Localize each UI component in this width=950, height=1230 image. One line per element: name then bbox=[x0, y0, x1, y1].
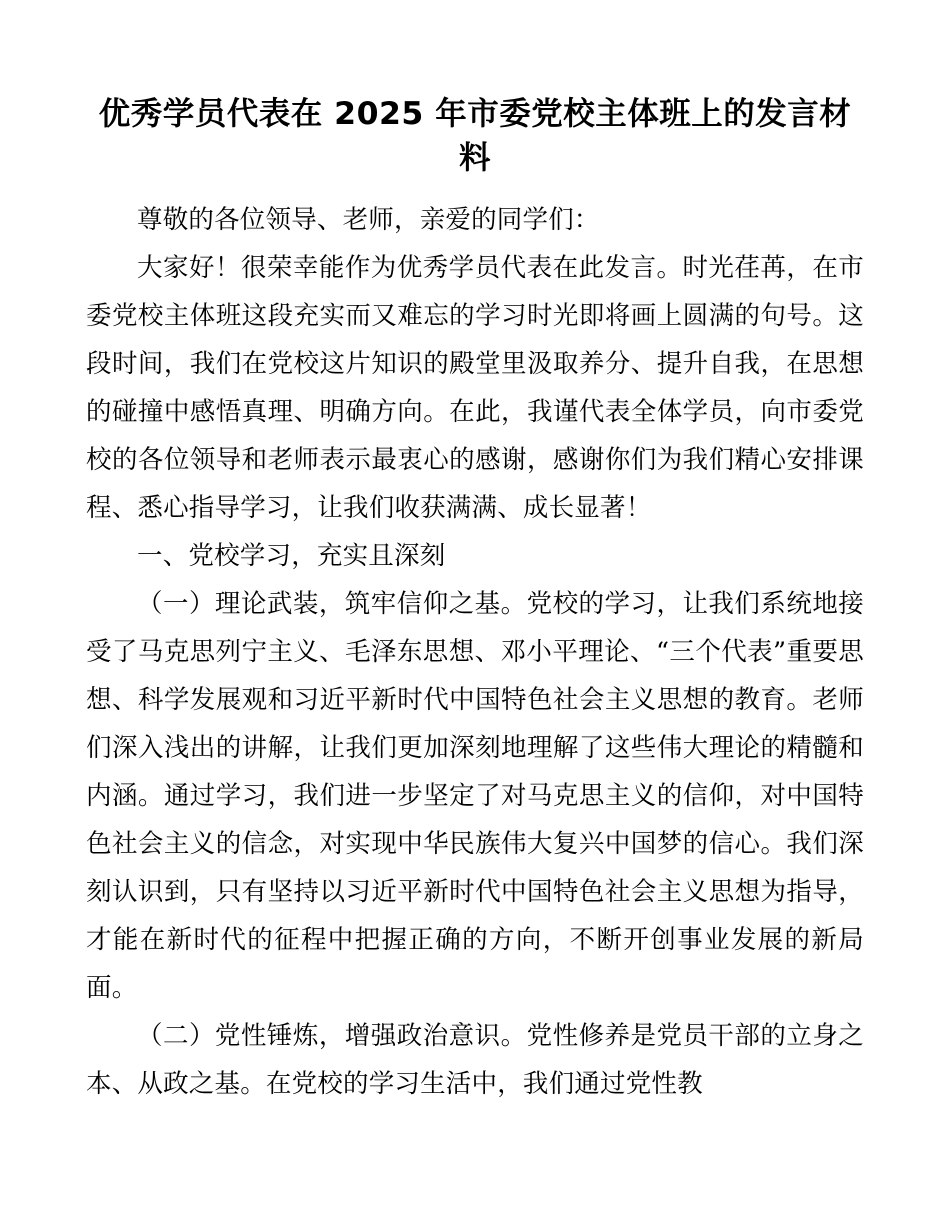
paragraph-section-one-item-one: （一）理论武装，筑牢信仰之基。党校的学习，让我们系统地接受了马克思列宁主义、毛泽东思想、邓小平理论、“三个代表”重要思想、科学发展观和习近平新时代中国特色社会主义思想的教育。老师们深入浅出的讲解，让我们更加深刻地理解了这些伟大理论的精髓和内涵。通过学习，我们进一步坚定了对马克思主义的信仰，对中国特色社会主义的信念，对实现中华民族伟大复兴中国梦的信心。我们深刻认识到，只有坚持以习近平新时代中国特色社会主义思想为指导，才能在新时代的征程中把握正确的方向，不断开创事业发展的新局面。 bbox=[86, 589, 864, 1003]
page-title: 优秀学员代表在 2025 年市委党校主体班上的发言材料 bbox=[98, 96, 852, 176]
paragraph-salutation: 尊敬的各位领导、老师，亲爱的同学们： bbox=[137, 205, 600, 235]
section-heading-one: 一、党校学习，充实且深刻 bbox=[137, 541, 446, 571]
paragraph-opening: 大家好！很荣幸能作为优秀学员代表在此发言。时光荏苒，在市委党校主体班这段充实而又难忘的学习时光即将画上圆满的句号。这段时间，我们在党校这片知识的殿堂里汲取养分、提升自我，在思想的碰撞中感悟真理、明确方向。在此，我谨代表全体学员，向市委党校的各位领导和老师表示最衷心的感谢，感谢你们为我们精心安排课程、悉心指导学习，让我们收获满满、成长显著！ bbox=[86, 253, 864, 523]
paragraph-section-one-item-two: （二）党性锤炼，增强政治意识。党性修养是党员干部的立身之本、从政之基。在党校的学习生活中，我们通过党性教 bbox=[86, 1021, 864, 1099]
